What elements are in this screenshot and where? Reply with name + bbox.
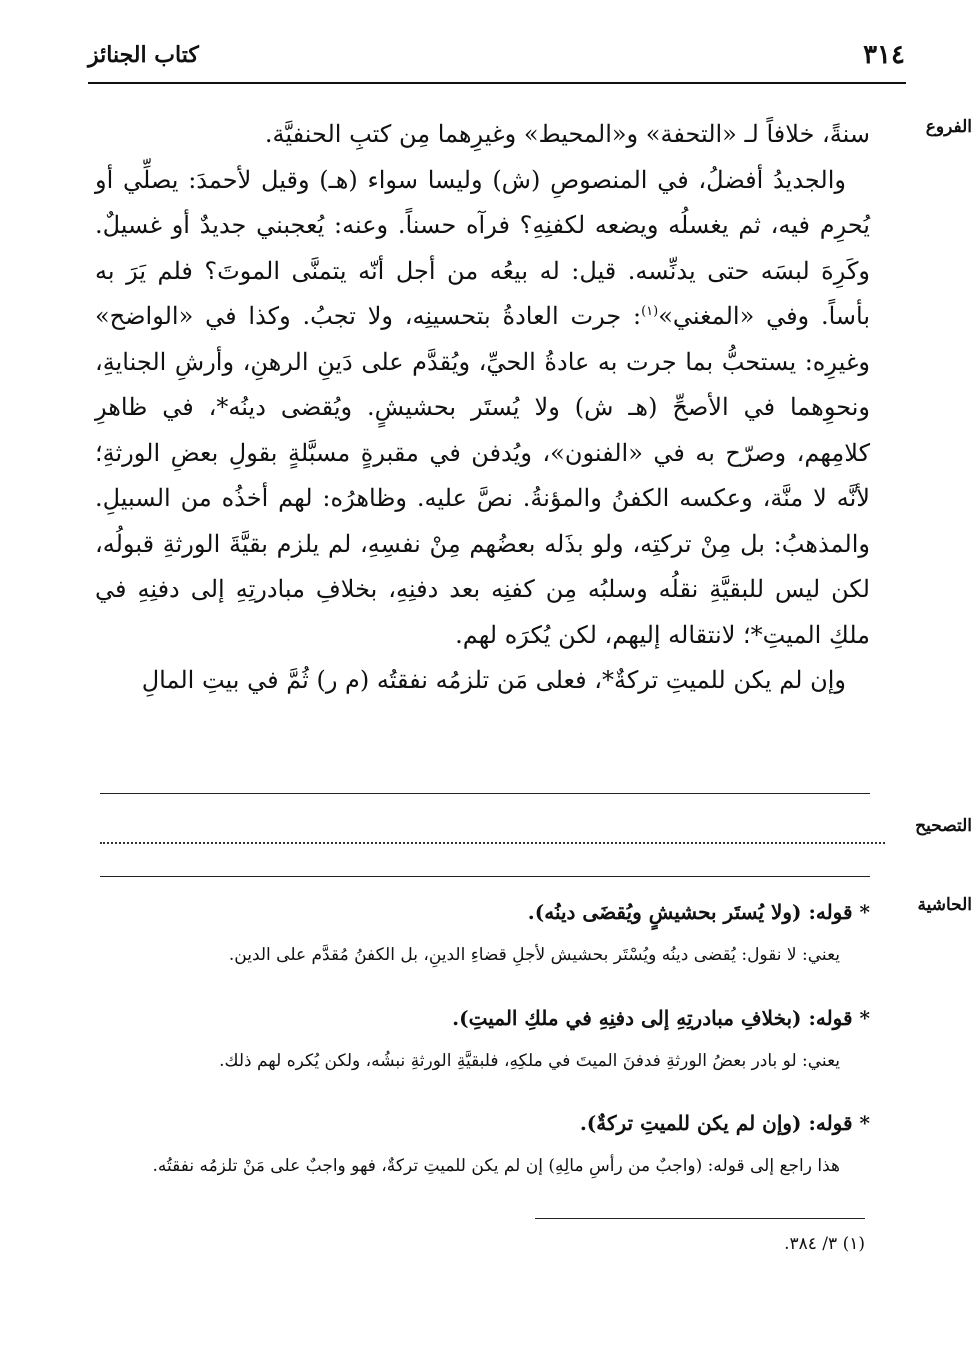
- paragraph-2-part-b: : جرت العادةُ بتحسينِه، ولا تجبُ. وكذا في «الواضح» وغيرِه: يستحبُّ بما جرت به عادةُ الحيِّ، ويُقدَّم على دَينِ الرهنِ، وأرشِ الجنايةِ، ونحوِهما في الأصحِّ (هـ ش) ولا يُستَر بحشيشٍ. ويُقضى دينُه*، في ظاهرِ كلامِهم، وصرّح به في «الفنون»، ويُدفن في مقبرةٍ مسبَّلةٍ بقولِ بعضِ الورثةِ؛ لأنَّه لا منَّة، وعكسه الكفنُ والمؤنةُ. نصَّ عليه. وظاهرُه: لهم أخذُه من السبيلِ. والمذهبُ: بل مِنْ تركتِه، ولو بذَله بعضُهم مِنْ نفسِهِ، لم يلزم بقيَّةَ الورثةِ قبولُه، لكن ليس للبقيَّةِ نقلُه وسلبُه مِن كفنِه بعد دفنِهِ، بخلافِ مبادرتِهِ إلى دفنِهِ في ملكِ الميتِ*؛ لانتقاله إليهم، لكن يُكرَه لهم.: [95, 302, 870, 649]
- hashiya-note-1: [100, 897, 870, 969]
- separator-hashiya-top: [100, 876, 870, 877]
- page-number: ٣١٤: [863, 40, 905, 70]
- hashiya-quote: * قوله: (وإن لم يكن للميتِ تركةٌ).: [579, 1111, 870, 1135]
- paragraph-2: [95, 158, 870, 659]
- hashiya-note-2: [100, 1003, 870, 1075]
- hashiya-note-3: [100, 1108, 870, 1180]
- running-title: كتاب الجنائز: [88, 42, 199, 68]
- footnote-marker: (١): [641, 304, 659, 319]
- footnote: (١) ٣/ ٣٨٤.: [784, 1234, 865, 1254]
- label-furu: الفروع: [925, 117, 972, 137]
- footnote-rule: [535, 1218, 865, 1219]
- separator-tashih-top: [100, 793, 870, 794]
- main-text: [95, 112, 870, 704]
- hashiya-explanation: يعني: لو بادر بعضُ الورثةِ فدفنَ الميتَ في ملكِهِ، فلبقيَّةِ الورثةِ نبشُه، ولكن يُكره لهم ذلك.: [219, 1051, 840, 1071]
- tashih-dotted-line: [100, 814, 885, 844]
- label-tashih: التصحيح: [915, 816, 972, 836]
- paragraph-3: وإن لم يكن للميتِ تركةٌ*، فعلى مَن تلزمُه نفقتُه (م ر) ثُمَّ في بيتِ المالِ: [141, 666, 846, 694]
- paragraph-1: سنةً، خلافاً لـ «التحفة» و«المحيط» وغيرِهما مِن كتبِ الحنفيَّة.: [264, 120, 870, 148]
- hashiya-explanation: يعني: لا نقول: يُقضى دينُه ويُسْتَر بحشيش لأجلِ قضاءِ الدينِ، بل الكفنُ مُقدَّم على الدين.: [228, 945, 840, 965]
- hashiya-quote: * قوله: (ولا يُستَر بحشيشٍ ويُقضَى دينُه).: [527, 900, 870, 924]
- header-rule: [88, 82, 906, 84]
- hashiya-explanation: هذا راجع إلى قوله: (واجبٌ من رأسِ مالِهِ) إن لم يكن للميتِ تركةٌ، فهو واجبٌ على مَنْ تلزمُه نفقتُه.: [152, 1156, 840, 1176]
- label-hashiya: الحاشية: [917, 895, 972, 915]
- paragraph-2-part-a: والجديدُ أفضلُ، في المنصوصِ (ش) وليسا سواء (هـ) وقيل لأحمدَ: يصلِّي أو يُحرِم فيه، ثم يغسلُه ويضعه لكفنِهِ؟ فرآه حسناً. وعنه: يُعجبني جديدٌ أو غسيلٌ. وكَرِهَ لبسَه حتى يدنِّسه. قيل: له بيعُه من أجل أنّه يتمنَّى الموتَ؟ فلم يَرَ به بأساً. وفي «المغني»: [95, 165, 870, 330]
- hashiya-quote: * قوله: (بخلافِ مبادرتِهِ إلى دفنِهِ في ملكِ الميتِ).: [452, 1006, 870, 1030]
